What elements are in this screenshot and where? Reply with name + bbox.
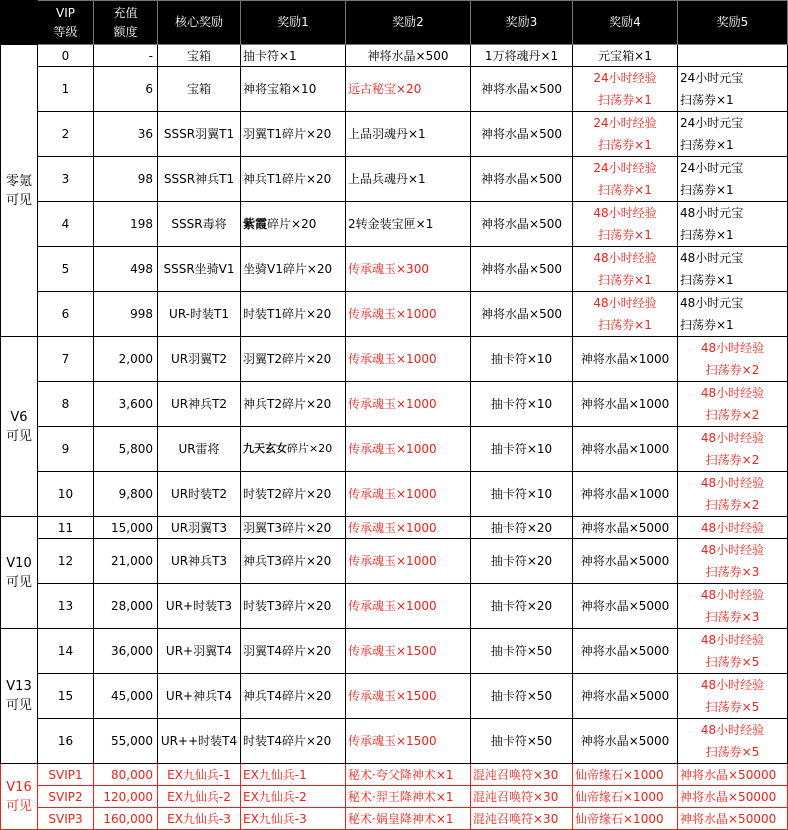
core-reward-cell: UR羽翼T2 (158, 337, 241, 382)
core-reward-cell: 宝箱 (158, 45, 241, 67)
reward-3-cell: 神将水晶×500 (471, 292, 573, 337)
core-reward-cell: UR羽翼T3 (158, 517, 241, 539)
amount-cell: 36,000 (94, 629, 158, 674)
reward-4-cell: 神将水晶×5000 (573, 584, 678, 629)
reward-5-cell: 48小时经验 扫荡券×5 (678, 674, 788, 719)
table-row (1, 786, 788, 808)
reward-5-cell: 48小时元宝 扫荡券×1 (678, 292, 788, 337)
core-reward-cell: UR+羽翼T4 (158, 629, 241, 674)
header-core-reward: 核心奖励 (158, 1, 241, 45)
reward-2-cell: 传承魂玉×1500 (346, 674, 471, 719)
amount-cell: 120,000 (94, 786, 158, 808)
amount-cell: - (94, 45, 158, 67)
reward-1-cell: 羽翼T3碎片×20 (241, 517, 346, 539)
reward-1-cell: 神将宝箱×10 (241, 67, 346, 112)
reward-1-cell: EX九仙兵-1 (241, 764, 346, 786)
table-row (1, 337, 788, 382)
reward-1-cell: 神兵T1碎片×20 (241, 157, 346, 202)
core-reward-cell: UR时装T2 (158, 472, 241, 517)
reward-1-cell: EX九仙兵-2 (241, 786, 346, 808)
reward-5-cell: 48小时经验 扫荡券×3 (678, 539, 788, 584)
reward-3-cell: 混沌召唤符×30 (471, 786, 573, 808)
reward-3-cell: 神将水晶×500 (471, 202, 573, 247)
reward-2-cell: 秘术·娲皇降神术×1 (346, 808, 471, 830)
reward-5-cell: 48小时经验 扫荡券×2 (678, 382, 788, 427)
table-row (1, 112, 788, 157)
reward-3-cell: 抽卡符×10 (471, 337, 573, 382)
reward-2-cell: 传承魂玉×1000 (346, 427, 471, 472)
reward-5-cell: 神将水晶×50000 (678, 764, 788, 786)
reward-2-cell: 秘术·夸父降神术×1 (346, 764, 471, 786)
reward-1-cell: 羽翼T1碎片×20 (241, 112, 346, 157)
amount-cell: 15,000 (94, 517, 158, 539)
reward-2-cell: 传承魂玉×1500 (346, 719, 471, 764)
amount-cell: 98 (94, 157, 158, 202)
reward-2-cell: 上品兵魂丹×1 (346, 157, 471, 202)
reward-3-cell: 混沌召唤符×30 (471, 764, 573, 786)
group-label-free: 零氪 可见 (1, 45, 38, 337)
reward-2-cell: 传承魂玉×300 (346, 247, 471, 292)
table-row (1, 292, 788, 337)
table-row (1, 764, 788, 786)
header-reward-2: 奖励2 (346, 1, 471, 45)
reward-2-cell: 远古秘宝×20 (346, 67, 471, 112)
table-row (1, 517, 788, 539)
header-recharge: 充值 额度 (94, 1, 158, 45)
amount-cell: 6 (94, 67, 158, 112)
vip-cell: 7 (38, 337, 94, 382)
core-reward-cell: UR神兵T2 (158, 382, 241, 427)
table-row (1, 382, 788, 427)
vip-cell: 4 (38, 202, 94, 247)
reward-1-cell: 时装T1碎片×20 (241, 292, 346, 337)
reward-4-cell: 神将水晶×5000 (573, 674, 678, 719)
reward-3-cell: 神将水晶×500 (471, 112, 573, 157)
core-reward-cell: UR+神兵T4 (158, 674, 241, 719)
table-row (1, 202, 788, 247)
reward-4-cell: 24小时经验 扫荡券×1 (573, 157, 678, 202)
header-reward-3: 奖励3 (471, 1, 573, 45)
amount-cell: 3,600 (94, 382, 158, 427)
amount-cell: 160,000 (94, 808, 158, 830)
core-reward-cell: SSSR神兵T1 (158, 157, 241, 202)
vip-cell: 3 (38, 157, 94, 202)
header-corner (1, 1, 38, 45)
reward-2-cell: 传承魂玉×1500 (346, 629, 471, 674)
reward-1-cell: 抽卡符×1 (241, 45, 346, 67)
amount-cell: 55,000 (94, 719, 158, 764)
reward-4-cell: 神将水晶×5000 (573, 629, 678, 674)
reward-4-cell: 神将水晶×1000 (573, 382, 678, 427)
reward-5-cell: 48小时经验 扫荡券×2 (678, 427, 788, 472)
core-reward-cell: SSSR坐骑V1 (158, 247, 241, 292)
amount-cell: 28,000 (94, 584, 158, 629)
vip-cell: 1 (38, 67, 94, 112)
reward-5-cell: 48小时经验 (678, 517, 788, 539)
reward-1-cell: 神兵T4碎片×20 (241, 674, 346, 719)
table-row (1, 584, 788, 629)
amount-cell: 198 (94, 202, 158, 247)
vip-cell: 14 (38, 629, 94, 674)
reward-3-cell: 神将水晶×500 (471, 67, 573, 112)
reward-1-cell: 神兵T3碎片×20 (241, 539, 346, 584)
reward-3-cell: 抽卡符×20 (471, 539, 573, 584)
reward-2-cell: 传承魂玉×1000 (346, 382, 471, 427)
table-row (1, 67, 788, 112)
header-reward-1: 奖励1 (241, 1, 346, 45)
reward-3-cell: 神将水晶×500 (471, 247, 573, 292)
reward-4-cell: 48小时经验 扫荡券×1 (573, 247, 678, 292)
reward-1-cell: 时装T4碎片×20 (241, 719, 346, 764)
vip-cell: SVIP3 (38, 808, 94, 830)
table-row (1, 247, 788, 292)
amount-cell: 5,800 (94, 427, 158, 472)
table-row (1, 45, 788, 67)
core-reward-cell: UR-时装T1 (158, 292, 241, 337)
table-row (1, 427, 788, 472)
reward-1-cell: 坐骑V1碎片×20 (241, 247, 346, 292)
header-vip-level: VIP 等级 (38, 1, 94, 45)
reward-3-cell: 混沌召唤符×30 (471, 808, 573, 830)
reward-2-cell: 传承魂玉×1000 (346, 539, 471, 584)
header-reward-4: 奖励4 (573, 1, 678, 45)
reward-3-cell: 神将水晶×500 (471, 157, 573, 202)
reward-4-cell: 神将水晶×5000 (573, 719, 678, 764)
table-row (1, 472, 788, 517)
reward-2-cell: 传承魂玉×1000 (346, 517, 471, 539)
vip-cell: 12 (38, 539, 94, 584)
reward-3-cell: 1万将魂丹×1 (471, 45, 573, 67)
reward-4-cell: 24小时经验 扫荡券×1 (573, 67, 678, 112)
reward-2-cell: 传承魂玉×1000 (346, 584, 471, 629)
group-label-v13: V13 可见 (1, 629, 38, 764)
core-reward-cell: UR雷将 (158, 427, 241, 472)
header-row (1, 1, 788, 45)
reward-5-cell: 48小时经验 扫荡券×5 (678, 719, 788, 764)
vip-cell: 5 (38, 247, 94, 292)
vip-cell: 2 (38, 112, 94, 157)
reward-1-cell: 紫霞碎片×20 (241, 202, 346, 247)
vip-cell: SVIP2 (38, 786, 94, 808)
core-reward-cell: UR神兵T3 (158, 539, 241, 584)
core-reward-cell: EX九仙兵-2 (158, 786, 241, 808)
reward-5-cell: 神将水晶×50000 (678, 808, 788, 830)
reward-5-cell: 48小时经验 扫荡券×3 (678, 584, 788, 629)
core-reward-cell: UR++时装T4 (158, 719, 241, 764)
reward-4-cell: 神将水晶×5000 (573, 539, 678, 584)
reward-2-cell: 传承魂玉×1000 (346, 472, 471, 517)
reward-1-cell: EX九仙兵-3 (241, 808, 346, 830)
reward-4-cell: 仙帝缘石×1000 (573, 808, 678, 830)
vip-cell: 0 (38, 45, 94, 67)
core-reward-cell: UR+时装T3 (158, 584, 241, 629)
table-row (1, 157, 788, 202)
reward-3-cell: 抽卡符×10 (471, 472, 573, 517)
amount-cell: 498 (94, 247, 158, 292)
amount-cell: 9,800 (94, 472, 158, 517)
vip-cell: 6 (38, 292, 94, 337)
core-reward-cell: SSSR毒将 (158, 202, 241, 247)
reward-4-cell: 48小时经验 扫荡券×1 (573, 202, 678, 247)
table-row (1, 719, 788, 764)
reward-3-cell: 抽卡符×10 (471, 427, 573, 472)
group-label-v16: V16 可见 (1, 764, 38, 830)
vip-cell: 11 (38, 517, 94, 539)
reward-4-cell: 仙帝缘石×1000 (573, 764, 678, 786)
reward-3-cell: 抽卡符×50 (471, 629, 573, 674)
reward-3-cell: 抽卡符×20 (471, 584, 573, 629)
core-reward-cell: EX九仙兵-3 (158, 808, 241, 830)
reward-3-cell: 抽卡符×20 (471, 517, 573, 539)
amount-cell: 45,000 (94, 674, 158, 719)
reward-4-cell: 48小时经验 扫荡券×1 (573, 292, 678, 337)
reward-2-cell: 传承魂玉×1000 (346, 337, 471, 382)
reward-4-cell: 24小时经验 扫荡券×1 (573, 112, 678, 157)
reward-1-cell: 羽翼T2碎片×20 (241, 337, 346, 382)
amount-cell: 36 (94, 112, 158, 157)
reward-2-cell: 2转金装宝匣×1 (346, 202, 471, 247)
reward-2-cell: 秘术·羿王降神术×1 (346, 786, 471, 808)
table-row (1, 674, 788, 719)
core-reward-cell: SSSR羽翼T1 (158, 112, 241, 157)
amount-cell: 2,000 (94, 337, 158, 382)
reward-4-cell: 神将水晶×1000 (573, 337, 678, 382)
reward-1-cell: 神兵T2碎片×20 (241, 382, 346, 427)
reward-5-cell: 48小时元宝 扫荡券×1 (678, 202, 788, 247)
reward-5-cell: 48小时经验 扫荡券×5 (678, 629, 788, 674)
reward-5-cell (678, 45, 788, 67)
core-reward-cell: EX九仙兵-1 (158, 764, 241, 786)
group-label-v10: V10 可见 (1, 517, 38, 629)
amount-cell: 998 (94, 292, 158, 337)
reward-5-cell: 24小时元宝 扫荡券×1 (678, 157, 788, 202)
reward-4-cell: 神将水晶×1000 (573, 472, 678, 517)
vip-cell: SVIP1 (38, 764, 94, 786)
reward-3-cell: 抽卡符×50 (471, 674, 573, 719)
vip-cell: 16 (38, 719, 94, 764)
reward-5-cell: 24小时元宝 扫荡券×1 (678, 67, 788, 112)
group-label-v6: V6 可见 (1, 337, 38, 517)
vip-cell: 15 (38, 674, 94, 719)
reward-1-cell: 九天玄女碎片×20 (241, 427, 346, 472)
table-row (1, 629, 788, 674)
reward-5-cell: 48小时元宝 扫荡券×1 (678, 247, 788, 292)
amount-cell: 21,000 (94, 539, 158, 584)
table-row (1, 808, 788, 830)
reward-1-cell: 时装T3碎片×20 (241, 584, 346, 629)
reward-5-cell: 神将水晶×50000 (678, 786, 788, 808)
vip-cell: 13 (38, 584, 94, 629)
reward-4-cell: 仙帝缘石×1000 (573, 786, 678, 808)
vip-cell: 9 (38, 427, 94, 472)
amount-cell: 80,000 (94, 764, 158, 786)
reward-5-cell: 48小时经验 扫荡券×2 (678, 337, 788, 382)
reward-4-cell: 神将水晶×5000 (573, 517, 678, 539)
reward-4-cell: 神将水晶×1000 (573, 427, 678, 472)
vip-cell: 8 (38, 382, 94, 427)
reward-3-cell: 抽卡符×50 (471, 719, 573, 764)
reward-5-cell: 48小时经验 扫荡券×2 (678, 472, 788, 517)
core-reward-cell: 宝箱 (158, 67, 241, 112)
reward-2-cell: 传承魂玉×1000 (346, 292, 471, 337)
header-reward-5: 奖励5 (678, 1, 788, 45)
reward-3-cell: 抽卡符×10 (471, 382, 573, 427)
reward-5-cell: 24小时元宝 扫荡券×1 (678, 112, 788, 157)
reward-2-cell: 神将水晶×500 (346, 45, 471, 67)
reward-2-cell: 上品羽魂丹×1 (346, 112, 471, 157)
reward-1-cell: 羽翼T4碎片×20 (241, 629, 346, 674)
table-row (1, 539, 788, 584)
reward-4-cell: 元宝箱×1 (573, 45, 678, 67)
reward-1-cell: 时装T2碎片×20 (241, 472, 346, 517)
vip-cell: 10 (38, 472, 94, 517)
